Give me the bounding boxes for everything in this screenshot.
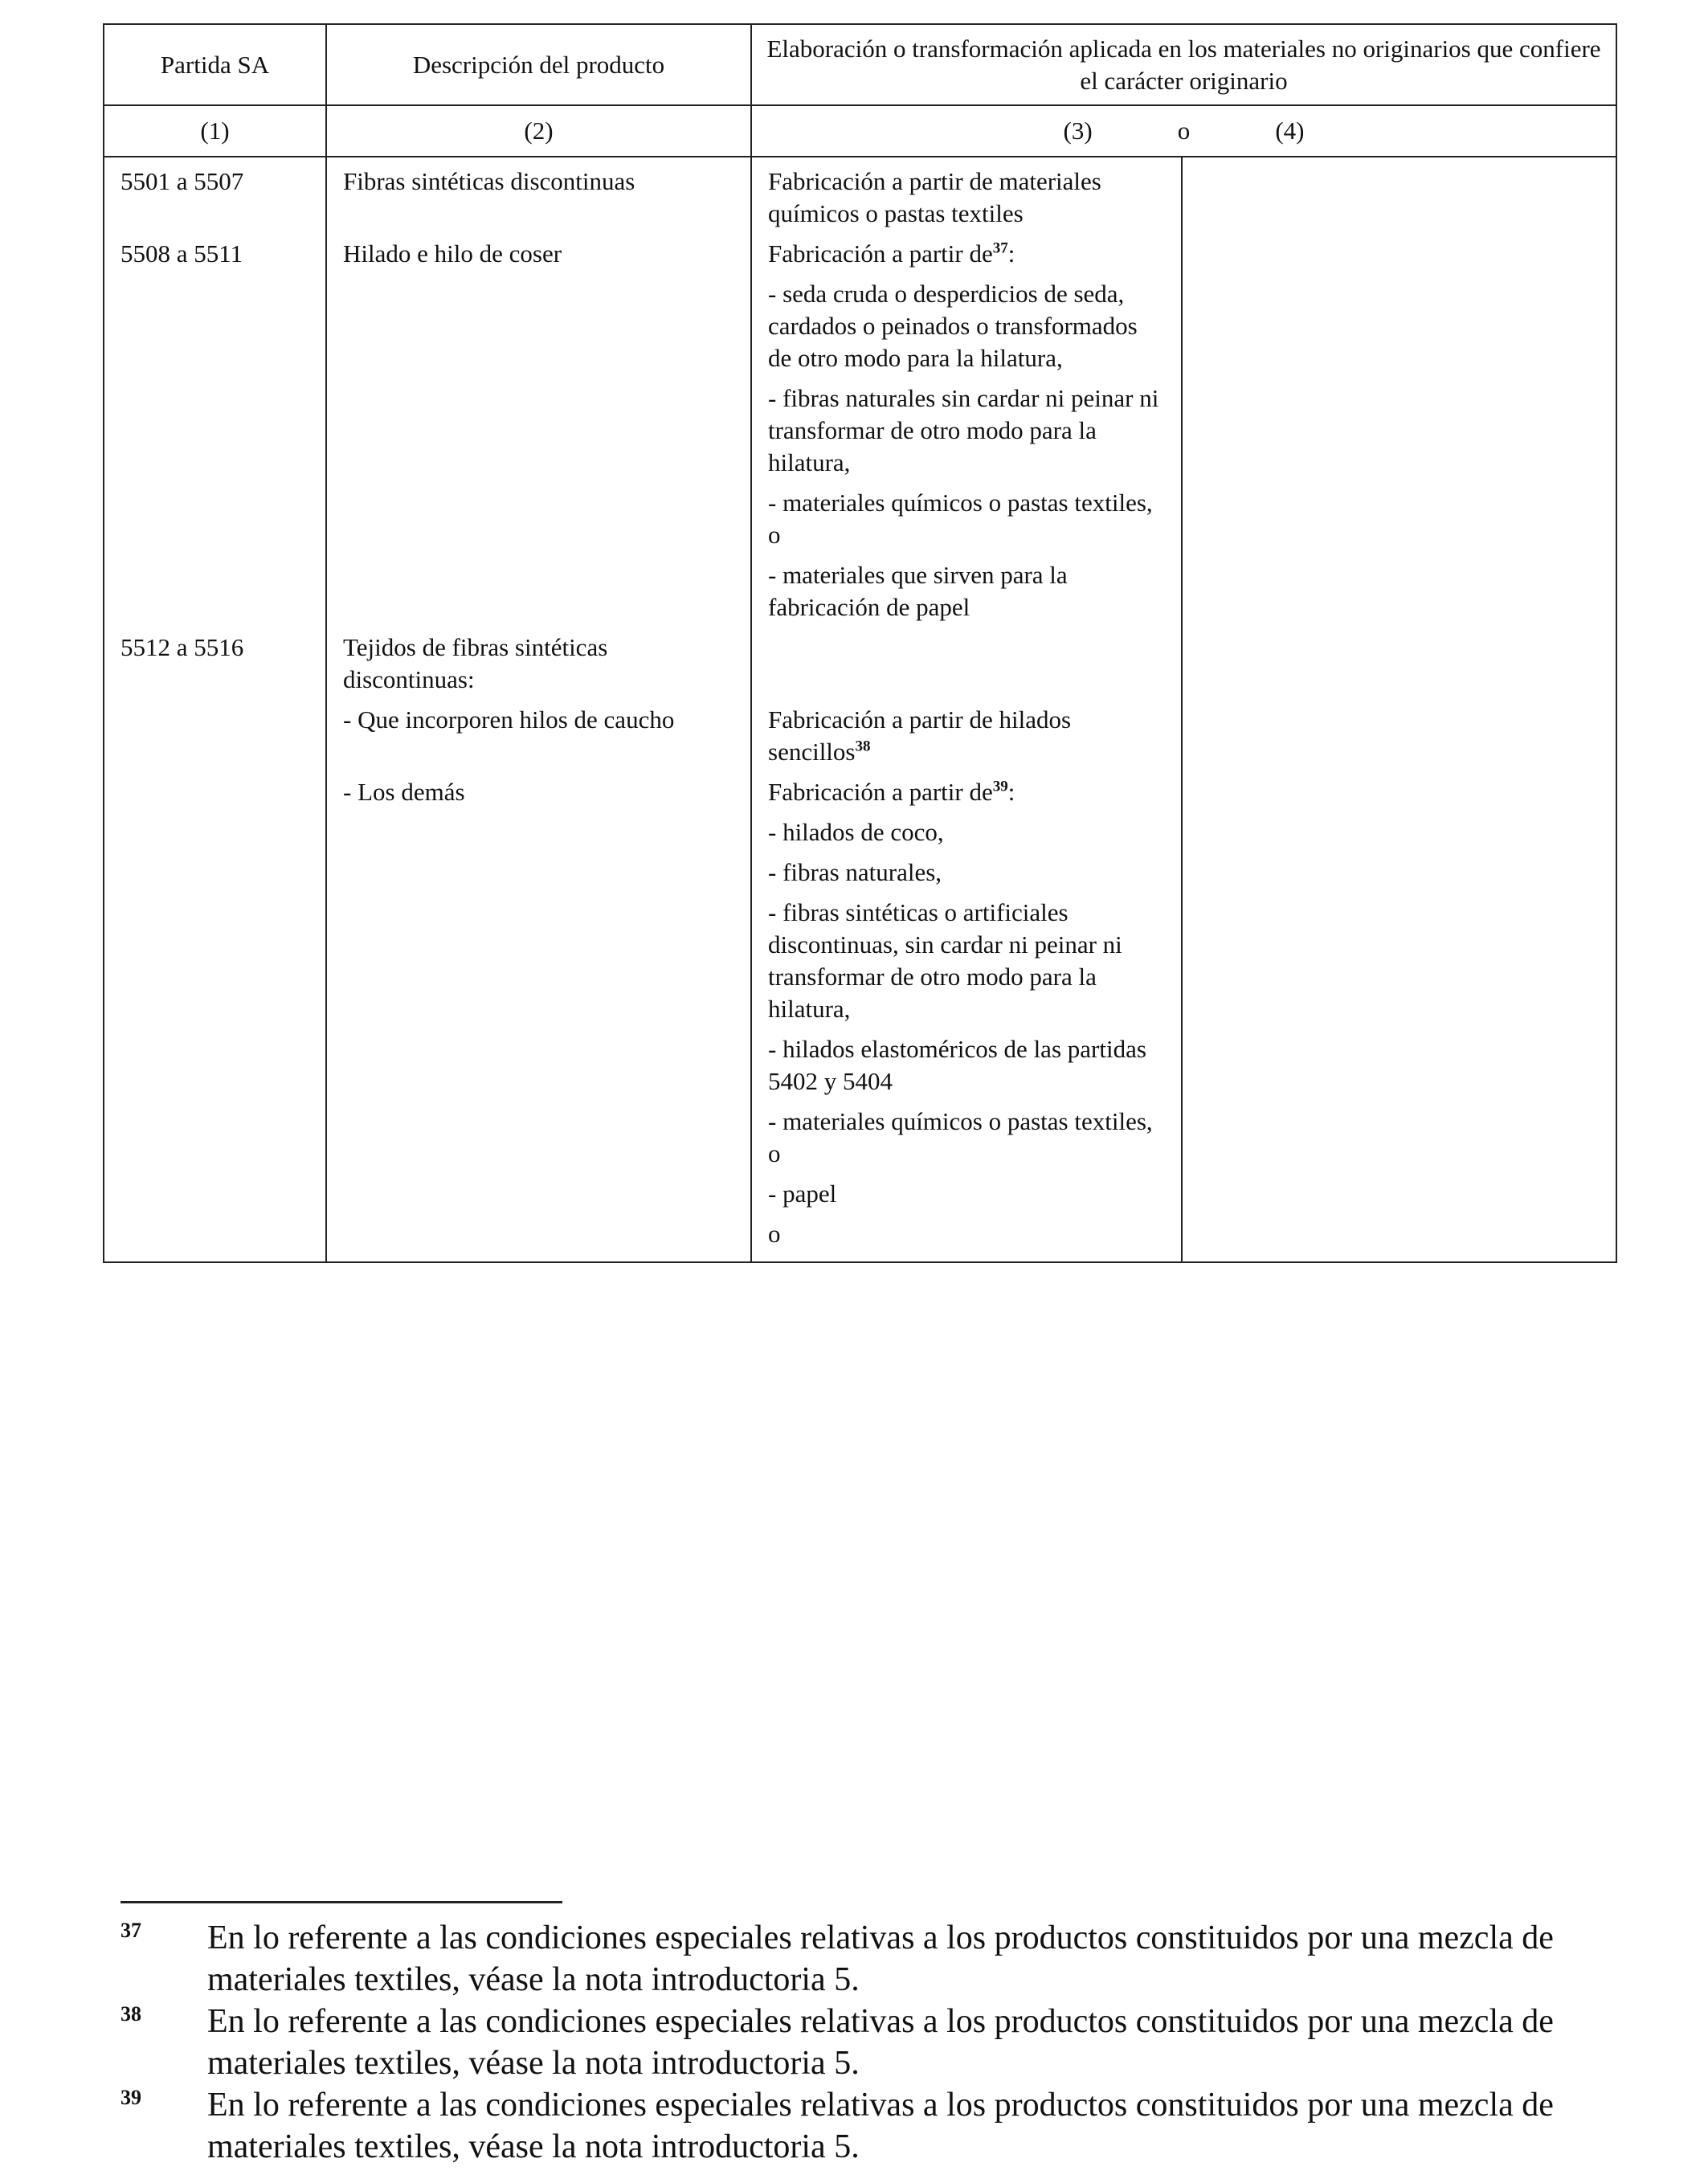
header-row — [104, 24, 1616, 105]
col4-cell — [1182, 230, 1616, 623]
elaboracion-text: Fabricación a partir de materiales químicos o pastas textiles — [768, 167, 1101, 227]
footnote-number: 38 — [121, 2002, 141, 2026]
footnote-ref-38[interactable]: 38 — [855, 738, 871, 755]
partida-cell — [104, 230, 326, 623]
descripcion-cell — [326, 623, 751, 696]
descripcion-text: Tejidos de fibras sintéticas discontinuas: — [343, 633, 608, 693]
descripcion-text: Fibras sintéticas discontinuas — [343, 167, 635, 195]
footnote — [121, 1917, 1607, 2001]
descripcion-text: - Que incorporen hilos de caucho — [343, 705, 675, 734]
elaboracion-item: - hilados de coco, — [768, 818, 944, 846]
table-row — [104, 696, 1616, 768]
elaboracion-item: - seda cruda o desperdicios de seda, cardados o peinados o transformados de otro modo para la hilatura, — [768, 280, 1138, 372]
footnote-separator — [121, 1901, 562, 1903]
column-number-row — [104, 105, 1616, 157]
rules-of-origin-table — [103, 23, 1617, 1263]
descripcion-text: - Los demás — [343, 778, 465, 806]
descripcion-text: Hilado e hilo de coser — [343, 239, 562, 268]
column-or: o — [1177, 117, 1191, 145]
col4-cell — [1182, 768, 1616, 1262]
descripcion-cell — [326, 768, 751, 1262]
footnote-ref-39[interactable]: 39 — [992, 778, 1008, 795]
table-row — [104, 623, 1616, 696]
elaboracion-item: - fibras naturales, — [768, 858, 942, 886]
elaboracion-item: - papel — [768, 1179, 837, 1208]
elaboracion-intro: Fabricación a partir $de^{37}$: — [768, 239, 1015, 268]
elaboracion-cell — [751, 157, 1182, 230]
elaboracion-item: - fibras sintéticas o artificiales discontinuas, sin cardar ni peinar ni transformar de otro modo para la hilatura, — [768, 898, 1122, 1023]
footnotes — [121, 1917, 1607, 2168]
header-descripcion: Descripción del producto — [326, 24, 751, 105]
col4-cell — [1182, 623, 1616, 696]
elaboracion-item: o — [768, 1220, 781, 1248]
elaboracion-cell — [751, 230, 1182, 623]
table-row — [104, 157, 1616, 230]
footnote-ref-37[interactable]: 37 — [992, 239, 1008, 257]
descripcion-cell — [326, 230, 751, 623]
footnote-text: En lo referente a las condiciones especiales relativas a los productos constituidos por una mezcla de materiales textiles, véase la nota introductoria 5. — [207, 1919, 1554, 1998]
column-number-3-4 — [751, 105, 1616, 157]
table-row — [104, 230, 1616, 623]
partida-cell — [104, 696, 326, 768]
elaboracion-item: - hilados elastoméricos de las partidas 5402 y 5404 — [768, 1035, 1146, 1095]
elaboracion-cell — [751, 768, 1182, 1262]
column-number-1: (1) — [104, 105, 326, 157]
col4-cell — [1182, 696, 1616, 768]
elaboracion-cell — [751, 696, 1182, 768]
partida-code: 5512 a 5516 — [121, 633, 244, 661]
descripcion-cell — [326, 157, 751, 230]
footnote-number: 39 — [121, 2086, 141, 2109]
elaboracion-item: - materiales que sirven para la fabricación de papel — [768, 561, 1068, 621]
elaboracion-item: - fibras naturales sin cardar ni peinar ni transformar de otro modo para la hilatura, — [768, 384, 1159, 476]
column-number-2: (2) — [326, 105, 751, 157]
partida-code: 5508 a 5511 — [121, 239, 243, 268]
elaboracion-intro: Fabricación a partir de hilados sencillos$^{38}$ — [768, 705, 1072, 766]
descripcion-cell — [326, 696, 751, 768]
column-number-3: (3) — [1063, 117, 1093, 145]
footnote — [121, 2001, 1607, 2084]
elaboracion-item: - materiales químicos o pastas textiles, o — [768, 489, 1153, 549]
partida-cell — [104, 768, 326, 1262]
header-partida-sa: Partida SA — [104, 24, 326, 105]
elaboracion-intro: Fabricación a partir $de^{39}$: — [768, 778, 1015, 806]
column-number-4: (4) — [1275, 117, 1305, 145]
col4-cell — [1182, 157, 1616, 230]
footnote — [121, 2084, 1607, 2168]
table-row — [104, 768, 1616, 1262]
elaboracion-item: - materiales químicos o pastas textiles, o — [768, 1107, 1153, 1167]
partida-cell — [104, 623, 326, 696]
partida-code: 5501 a 5507 — [121, 167, 244, 195]
header-elaboracion: Elaboración o transformación aplicada en los materiales no originarios que confiere el carácter originario — [751, 24, 1616, 105]
footnote-number: 37 — [121, 1919, 141, 1942]
footnote-text: En lo referente a las condiciones especiales relativas a los productos constituidos por una mezcla de materiales textiles, véase la nota introductoria 5. — [207, 2003, 1554, 2082]
elaboracion-cell — [751, 623, 1182, 696]
partida-cell — [104, 157, 326, 230]
footnote-text: En lo referente a las condiciones especiales relativas a los productos constituidos por una mezcla de materiales textiles, véase la nota introductoria 5. — [207, 2087, 1554, 2165]
